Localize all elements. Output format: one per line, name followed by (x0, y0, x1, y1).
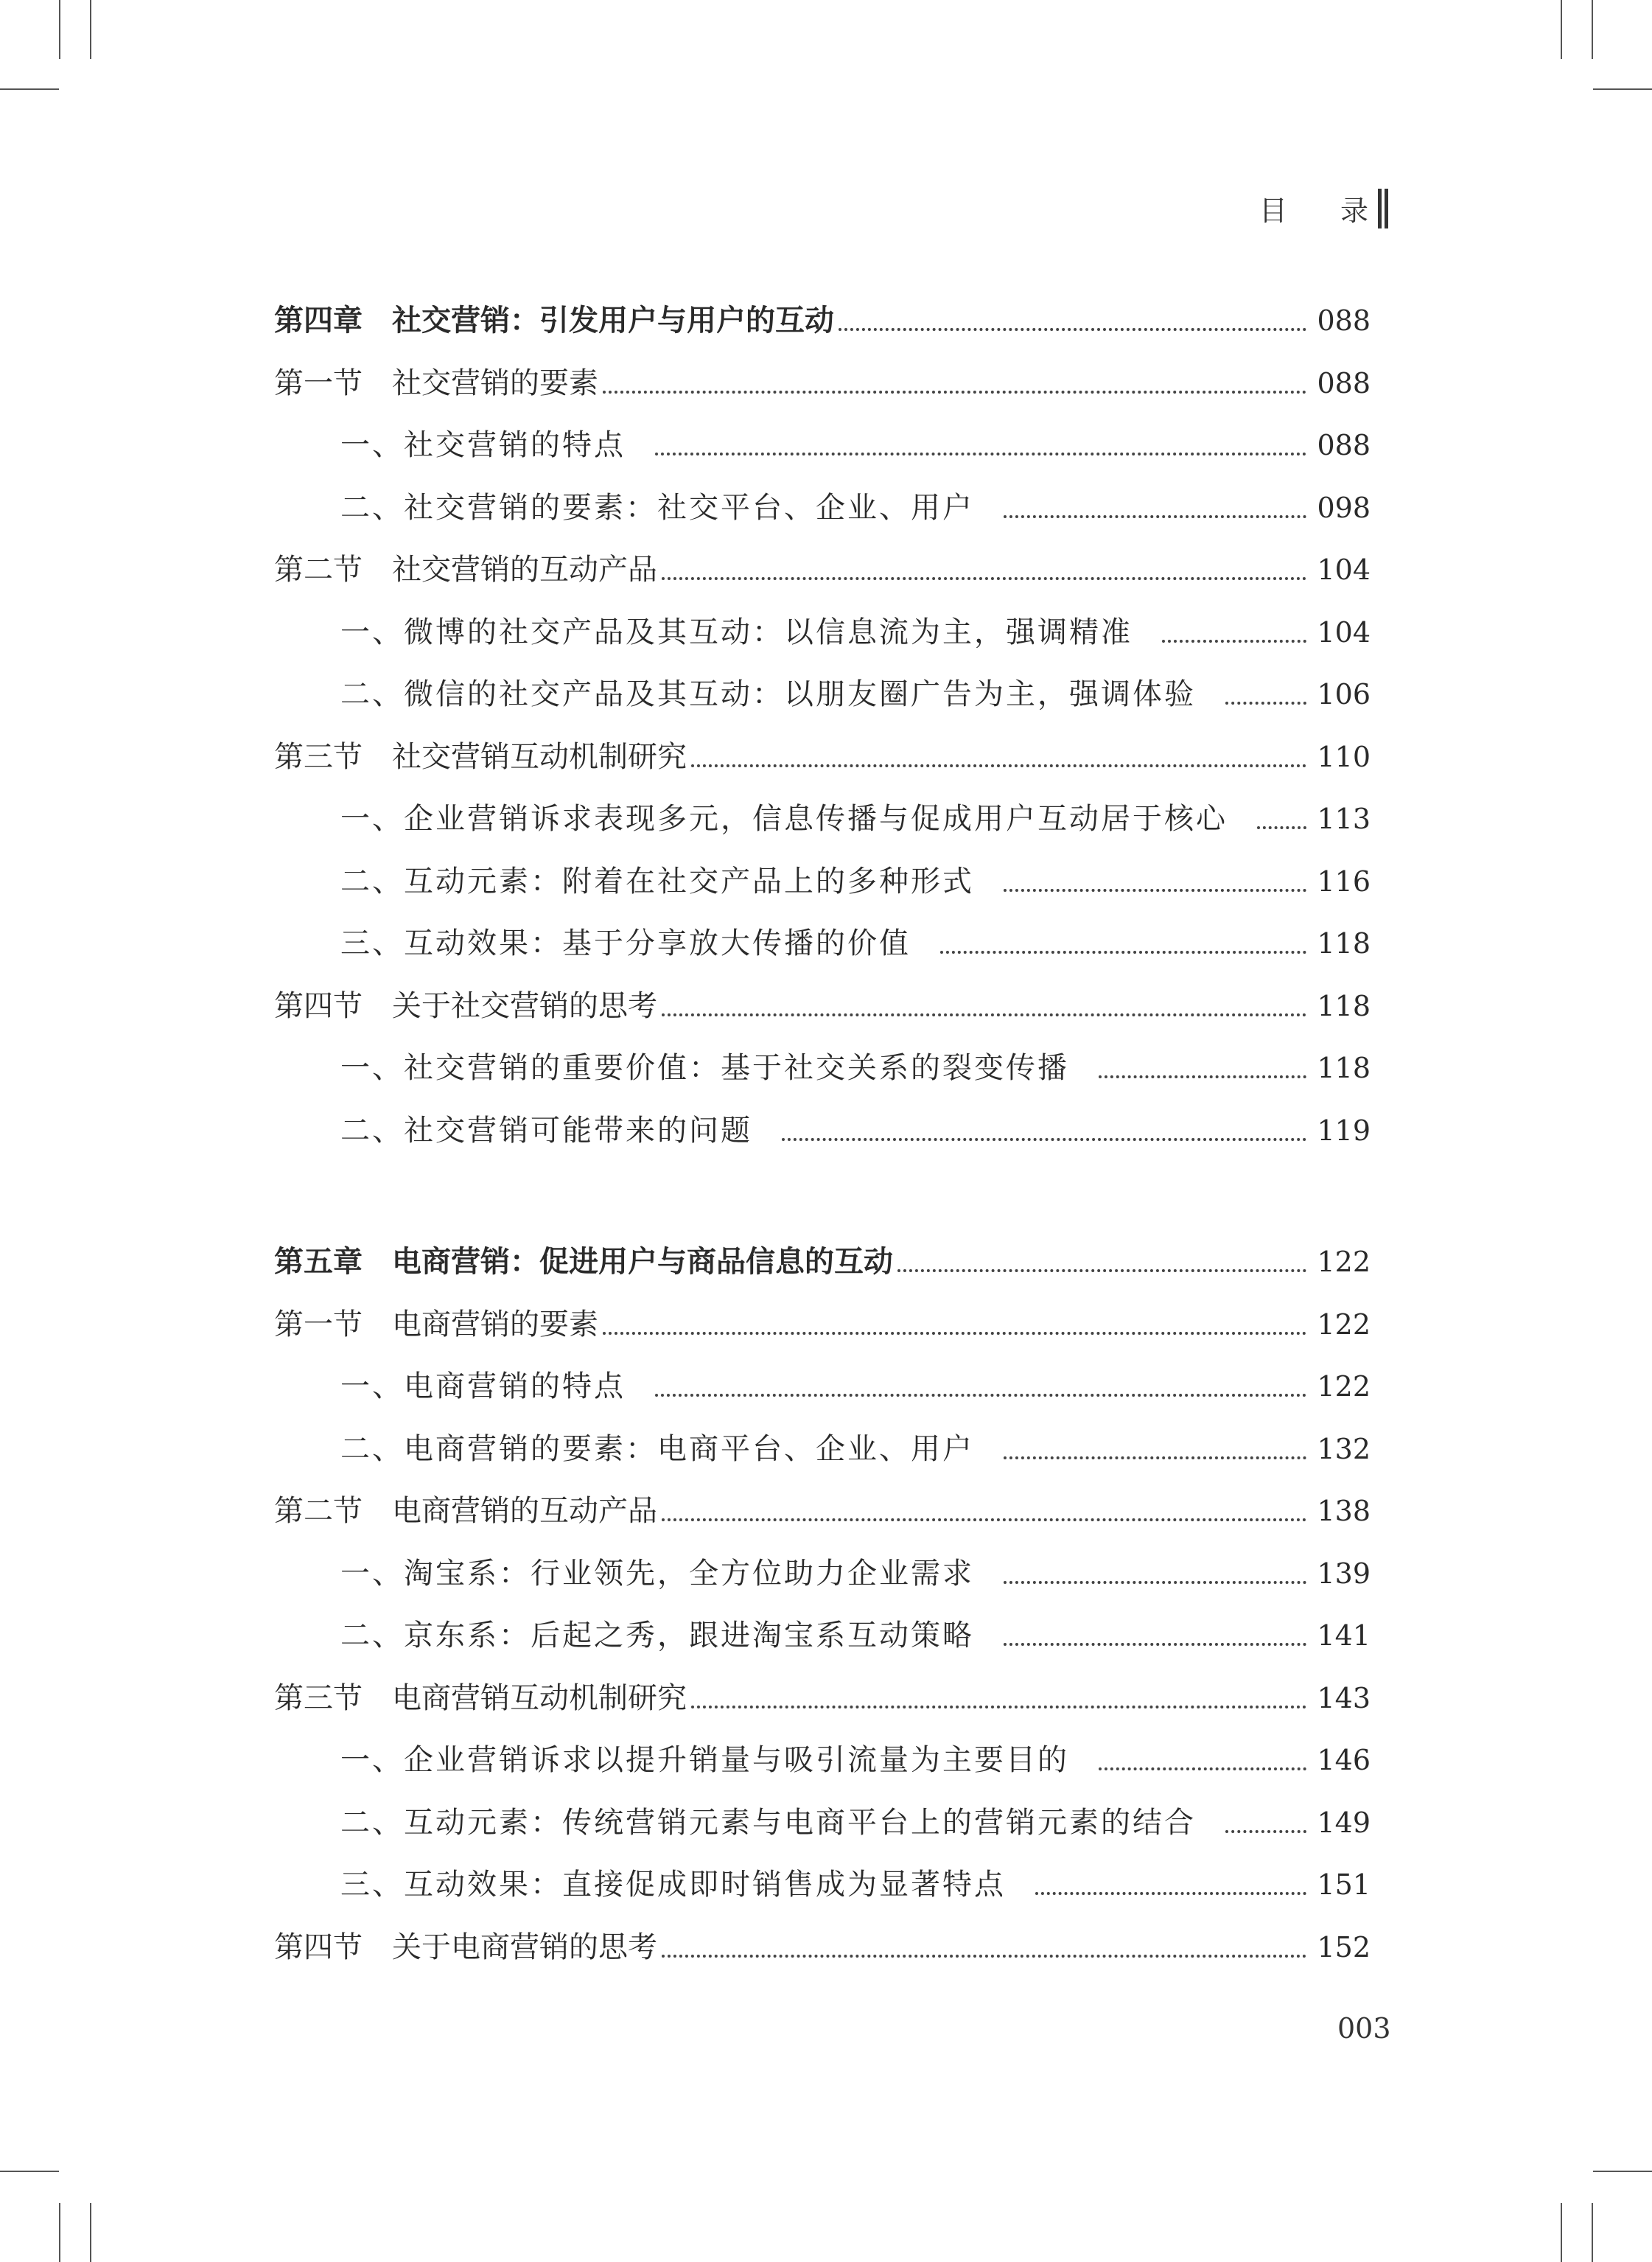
toc-item (274, 610, 1371, 654)
crop-mark (1561, 2203, 1562, 2262)
toc-section (274, 1676, 1371, 1720)
toc-entry-page: 088 (1317, 366, 1371, 399)
toc-entry-page: 104 (1317, 615, 1371, 649)
dot-leader (691, 1706, 1306, 1708)
dot-leader (1257, 826, 1306, 829)
toc-entry-page: 149 (1317, 1806, 1371, 1839)
toc-entry-page: 118 (1317, 1052, 1371, 1084)
toc-entry-title: 二、京东系：后起之秀，跟进淘宝系互动策略 (340, 1619, 974, 1652)
toc-entry-page: 151 (1317, 1868, 1371, 1901)
dot-leader (1004, 889, 1306, 892)
dot-leader (1225, 702, 1306, 705)
crop-mark (1593, 2171, 1652, 2172)
toc-section (274, 1302, 1371, 1347)
toc-item (274, 797, 1371, 841)
dot-leader (1035, 1892, 1306, 1895)
dot-leader (662, 1013, 1306, 1016)
toc-entry-title: 三、互动效果：直接促成即时销售成为显著特点 (340, 1868, 1006, 1902)
toc-entry-page: 122 (1317, 1308, 1371, 1341)
toc-item (274, 921, 1371, 966)
page-number: 003 (1337, 2012, 1391, 2045)
toc-section (274, 1925, 1371, 1969)
dot-leader (782, 1138, 1306, 1141)
toc-entry-title: 三、互动效果：基于分享放大传播的价值 (340, 926, 911, 960)
dot-leader (1162, 640, 1306, 643)
crop-mark (1592, 0, 1593, 59)
toc-entry-page: 118 (1317, 989, 1371, 1022)
toc-entry-title: 第五章 电商营销：促进用户与商品信息的互动 (274, 1244, 893, 1279)
dot-leader (1004, 1456, 1306, 1459)
toc-entry-page: 088 (1317, 429, 1371, 461)
running-header: 目 录 (1259, 195, 1390, 227)
header-bar-ornament (1378, 189, 1388, 228)
toc-item (274, 859, 1371, 904)
toc-item (274, 423, 1371, 467)
toc-entry-page: 104 (1317, 554, 1371, 586)
toc-entry-page: 139 (1317, 1557, 1371, 1590)
toc-entry-title: 一、社交营销的重要价值：基于社交关系的裂变传播 (340, 1051, 1069, 1085)
dot-leader (1004, 1581, 1306, 1584)
toc-section (274, 735, 1371, 779)
toc-entry-page: 110 (1317, 740, 1371, 773)
dot-leader (603, 1332, 1306, 1335)
toc-entry-page: 122 (1317, 1246, 1371, 1278)
dot-leader (1225, 1830, 1306, 1833)
crop-mark (90, 2203, 91, 2262)
toc-entry-page: 122 (1317, 1370, 1371, 1403)
toc-entry-title: 第二节 电商营销的互动产品 (274, 1494, 657, 1528)
toc-entry-title: 第四节 关于社交营销的思考 (274, 988, 657, 1023)
toc-item (274, 486, 1371, 530)
toc-item (274, 672, 1371, 716)
toc-entry-title: 二、互动元素：传统营销元素与电商平台上的营销元素的结合 (340, 1805, 1196, 1840)
toc-item (274, 1613, 1371, 1658)
toc-entry-title: 一、电商营销的特点 (340, 1369, 626, 1403)
toc-item (274, 1109, 1371, 1153)
toc-entry-title: 二、电商营销的要素：电商平台、企业、用户 (340, 1431, 974, 1466)
toc-item (274, 1863, 1371, 1907)
dot-leader (940, 951, 1306, 954)
toc-entry-title: 二、社交营销的要素：社交平台、企业、用户 (340, 490, 974, 525)
toc-entry-page: 113 (1317, 803, 1371, 835)
toc-entry-page: 106 (1317, 678, 1371, 711)
toc-entry-page: 143 (1317, 1681, 1371, 1714)
toc-entry-title: 第一节 社交营销的要素 (274, 366, 598, 400)
dot-leader (1004, 515, 1306, 518)
toc-entry-title: 二、社交营销可能带来的问题 (340, 1113, 752, 1148)
dot-leader (662, 1955, 1306, 1958)
toc-entry-title: 第四章 社交营销：引发用户与用户的互动 (274, 303, 834, 338)
toc-chapter (274, 299, 1371, 343)
crop-mark (1592, 2203, 1593, 2262)
toc-section (274, 984, 1371, 1028)
toc-section (274, 361, 1371, 405)
toc-entry-page: 116 (1317, 865, 1371, 898)
toc-entry-page: 138 (1317, 1495, 1371, 1527)
dot-leader (897, 1269, 1306, 1272)
toc-section (274, 548, 1371, 592)
toc-entry-title: 第三节 电商营销互动机制研究 (274, 1680, 687, 1715)
toc-entry-title: 一、企业营销诉求以提升销量与吸引流量为主要目的 (340, 1743, 1069, 1777)
dot-leader (1099, 1075, 1306, 1078)
toc-entry-title: 第三节 社交营销互动机制研究 (274, 739, 687, 774)
dot-leader (1099, 1767, 1306, 1770)
toc-entry-page: 146 (1317, 1744, 1371, 1776)
dot-leader (603, 391, 1306, 394)
toc-entry-page: 118 (1317, 927, 1371, 960)
dot-leader (662, 1518, 1306, 1521)
toc-chapter (274, 1240, 1371, 1284)
crop-mark (1561, 0, 1562, 59)
toc-item (274, 1427, 1371, 1471)
toc-item (274, 1551, 1371, 1596)
toc-entry-page: 088 (1317, 304, 1371, 337)
toc-item (274, 1801, 1371, 1845)
dot-leader (662, 577, 1306, 580)
toc-entry-title: 二、互动元素：附着在社交产品上的多种形式 (340, 864, 974, 898)
dot-leader (655, 1394, 1306, 1397)
toc-item (274, 1364, 1371, 1408)
toc-entry-title: 一、微博的社交产品及其互动：以信息流为主，强调精准 (340, 615, 1133, 649)
dot-leader (691, 764, 1306, 767)
dot-leader (839, 328, 1306, 331)
toc-entry-page: 119 (1317, 1114, 1371, 1147)
toc-item (274, 1738, 1371, 1782)
toc-entry-title: 第二节 社交营销的互动产品 (274, 553, 657, 587)
toc-entry-page: 132 (1317, 1432, 1371, 1465)
toc-entry-title: 一、淘宝系：行业领先，全方位助力企业需求 (340, 1556, 974, 1591)
dot-leader (655, 453, 1306, 455)
toc-entry-page: 098 (1317, 491, 1371, 524)
toc-entry-title: 二、微信的社交产品及其互动：以朋友圈广告为主，强调体验 (340, 677, 1196, 711)
toc-section (274, 1489, 1371, 1533)
crop-mark (59, 2203, 60, 2262)
toc-entry-title: 一、企业营销诉求表现多元，信息传播与促成用户互动居于核心 (340, 802, 1228, 836)
crop-mark (0, 2171, 59, 2172)
dot-leader (1004, 1643, 1306, 1646)
toc-entry-title: 一、社交营销的特点 (340, 428, 626, 462)
toc-entry-page: 152 (1317, 1930, 1371, 1963)
crop-mark (1593, 88, 1652, 90)
toc-entry-page: 141 (1317, 1619, 1371, 1652)
toc-entry-title: 第一节 电商营销的要素 (274, 1307, 598, 1341)
crop-mark (59, 0, 60, 59)
crop-mark (90, 0, 91, 59)
crop-mark (0, 88, 59, 90)
toc-item (274, 1046, 1371, 1090)
toc-entry-title: 第四节 关于电商营销的思考 (274, 1930, 657, 1964)
